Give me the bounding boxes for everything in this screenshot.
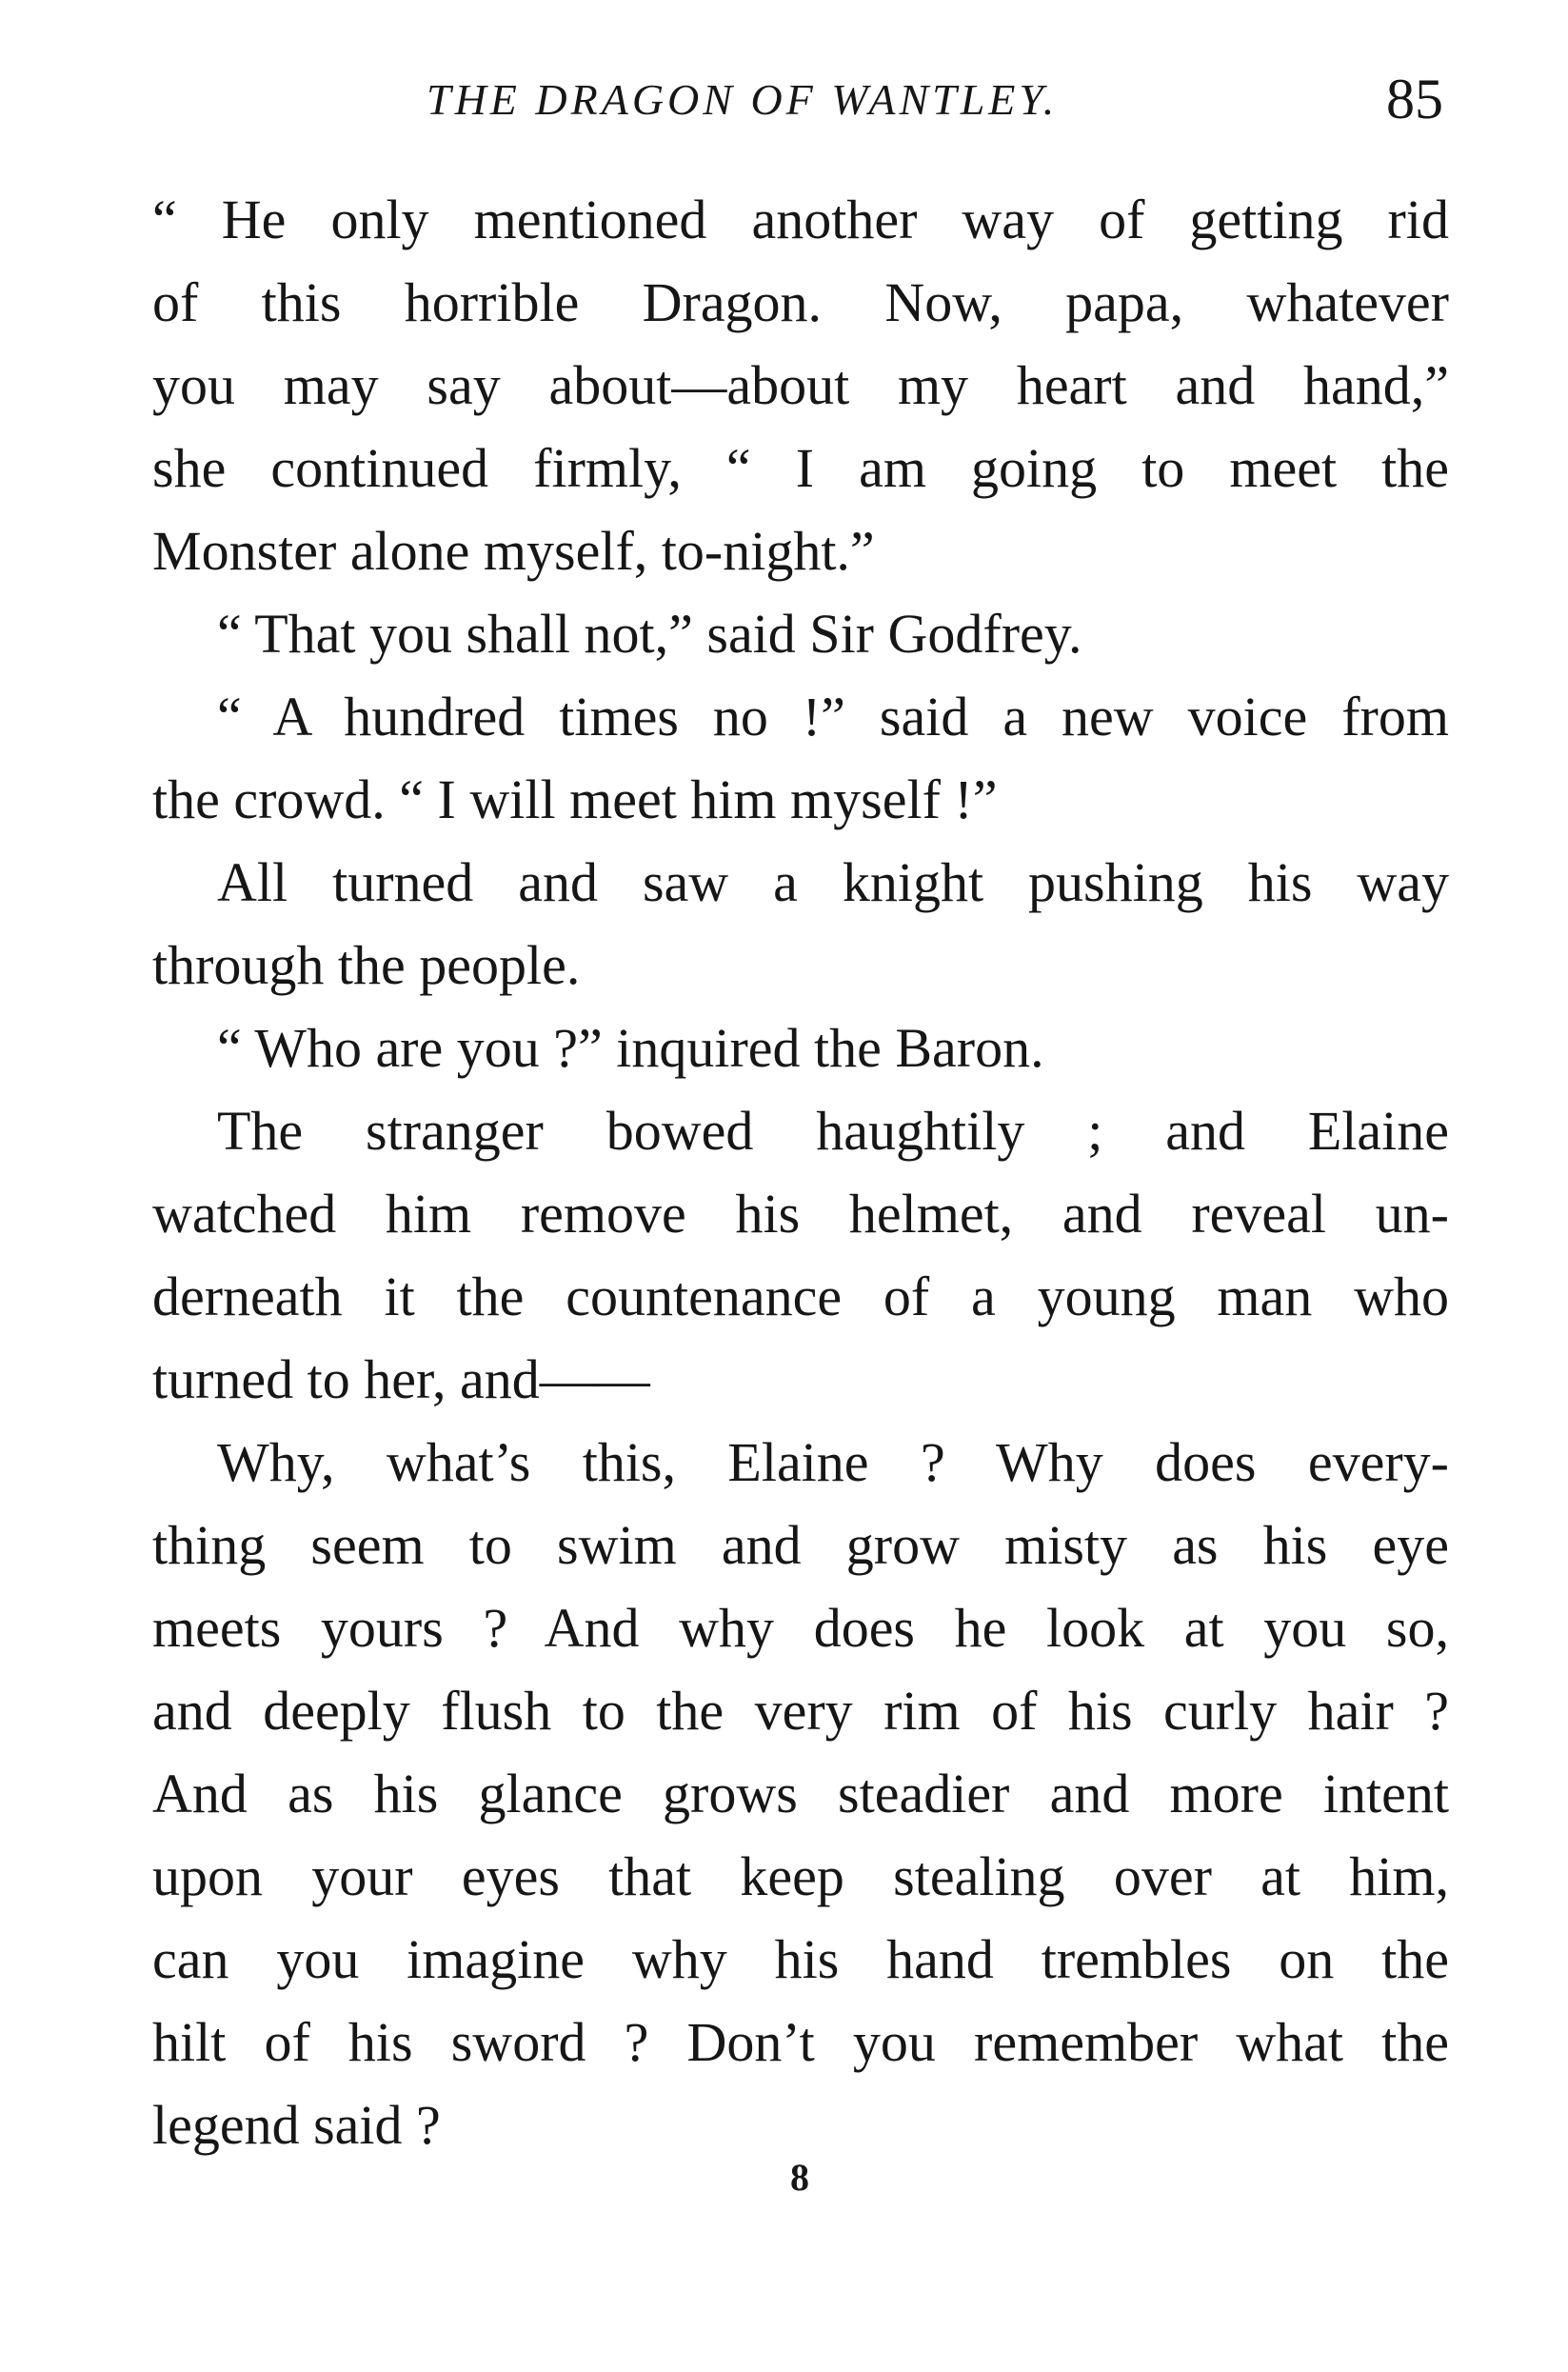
text-line: upon your eyes that keep stealing over at him, [152,1845,1449,1907]
page-number: 85 [1386,68,1443,130]
paragraph-1 [152,178,1449,592]
paragraph-7 [152,1421,1449,2166]
text-line: “ That you shall not,” said Sir Godfrey. [217,603,1082,665]
text-line: “ Who are you ?” inquired the Baron. [217,1017,1044,1079]
text-line: watched him remove his helmet, and reveal un- [152,1183,1449,1245]
text-line: Why, what’s this, Elaine ? Why does every- [217,1431,1449,1493]
running-title: THE DRAGON OF WANTLEY. [427,75,1059,124]
paragraph-5 [152,1007,1449,1089]
text-line: “ A hundred times no !” said a new voice from [217,686,1449,747]
text-line: she continued firmly, “ I am going to meet the [152,437,1449,499]
text-line: turned to her, and—— [152,1348,650,1410]
text-line: The stranger bowed haughtily ; and Elaine [217,1100,1449,1162]
paragraph-3 [152,675,1449,841]
running-head [0,67,1568,152]
text-line: Monster alone myself, to-night.” [152,520,875,582]
paragraph-6 [152,1089,1449,1421]
body-text [152,178,1449,2166]
text-line: through the people. [152,934,581,996]
paragraph-4 [152,841,1449,1007]
text-line: and deeply flush to the very rim of his curly hair ? [152,1680,1449,1742]
text-line: legend said ? [152,2094,441,2156]
text-line: hilt of his sword ? Don’t you remember what the [152,2011,1449,2073]
text-line: “ He only mentioned another way of getting rid [152,189,1449,250]
text-line: the crowd. “ I will meet him myself !” [152,768,998,830]
text-line: meets yours ? And why does he look at you so, [152,1597,1449,1659]
text-line: All turned and saw a knight pushing his way [217,851,1449,913]
text-line: thing seem to swim and grow misty as his eye [152,1514,1449,1576]
text-line: derneath it the countenance of a young man who [152,1266,1449,1327]
text-line: you may say about—about my heart and hand,” [152,354,1449,416]
paragraph-2 [152,592,1449,675]
text-line: can you imagine why his hand trembles on the [152,1928,1449,1990]
signature-mark: 8 [790,2156,809,2199]
text-line: And as his glance grows steadier and more intent [152,1763,1449,1824]
text-line: of this horrible Dragon. Now, papa, whatever [152,271,1449,333]
